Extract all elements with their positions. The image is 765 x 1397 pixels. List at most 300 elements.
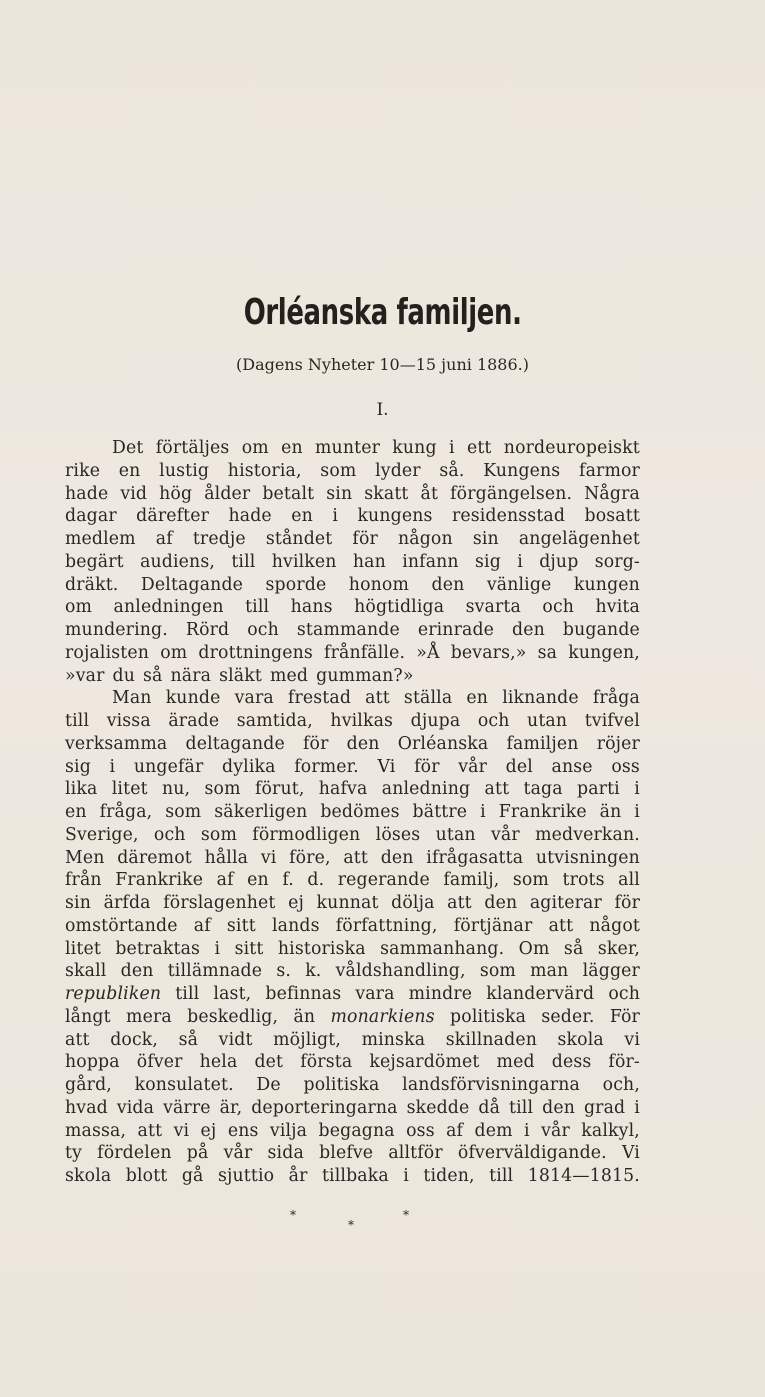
word: till [231,551,256,572]
word: drottningens [198,642,313,663]
word: den [484,893,518,913]
text-line [65,938,640,961]
word: Frankrike [498,802,587,822]
word: och [542,597,575,618]
word: erinrade [417,620,495,640]
word: Sverige, [65,824,139,845]
word: anledning [381,779,471,800]
word: med [269,665,309,686]
word: en [466,688,489,709]
word: familj, [443,870,500,891]
word: sjuttio [217,1166,275,1186]
word: som [165,802,202,822]
text-line [65,528,640,551]
word: gumman?» [316,665,414,686]
word: kungen [573,574,640,595]
word: så. [439,460,465,481]
section-separator [0,1208,765,1238]
source-citation: (Dagens Nyheter 10—15 juni 1886.) [236,355,529,374]
word: till [509,1097,534,1118]
word: så [178,1029,199,1050]
word: begärt [65,551,124,572]
section-number: I. [376,400,389,420]
word: år [288,1166,308,1186]
word: sa [537,642,558,663]
word: dem [474,1120,513,1141]
text-line [65,1120,640,1143]
word: lustig [159,460,210,481]
word: hade [65,483,109,504]
word: tvifvel [584,711,640,731]
word: djupa [410,711,461,731]
word: till [175,984,200,1004]
word: mundering. [65,620,168,640]
text-line [65,824,640,847]
word: om [160,642,188,663]
word: »var [65,665,105,686]
word: vår [541,1120,570,1141]
word: den [512,620,545,640]
word: vidt [218,1029,253,1050]
word: ty [65,1143,83,1164]
text-line [65,596,640,619]
word: tredje [192,529,246,549]
word: som [320,460,357,481]
word: däremot [117,847,192,868]
word: att [447,893,472,913]
word: i [480,802,486,822]
word: kungens [357,506,433,527]
word: betraktas [115,938,201,959]
word: samtida, [236,711,313,731]
word: förgängelsen. [450,483,573,504]
word: vid [120,483,148,504]
word: som [479,961,516,982]
word: blefve [319,1143,374,1164]
word: säkerligen [214,802,308,822]
word: sin [326,483,353,504]
word: att [137,1120,163,1141]
word: angelägenhet [518,529,640,549]
word: en [247,870,269,891]
document-title: Orléanska familjen. [243,292,522,333]
word: skedde [406,1097,470,1118]
word: något [589,915,640,936]
word: den [431,574,465,595]
word: dräkt. [65,574,119,595]
word: löses [375,824,421,845]
word: skall [65,961,107,982]
word: residensstad [451,506,566,527]
word: kalkyl, [581,1120,640,1141]
word: hoppa [65,1052,120,1073]
word: hög [159,483,193,504]
word: i [634,1097,640,1118]
word: till [489,1166,514,1186]
body-text [65,437,640,1188]
word: kunnat [316,893,379,913]
word: begagna [318,1120,395,1141]
text-line [65,551,640,574]
word: den [346,733,380,754]
word: Deltagande [140,574,244,595]
word: den [380,847,414,868]
word: författning, [335,915,438,936]
word: ärfda [103,893,151,913]
text-line [65,801,640,824]
word: ej [288,893,304,913]
word: så [563,938,584,959]
word: gård, [65,1075,112,1095]
word: och, [602,1075,640,1095]
word: gå [181,1166,204,1186]
word: och [477,711,510,731]
word: i [109,756,116,777]
word: hvilkas [330,711,394,731]
word: en [65,802,87,822]
text-line [65,756,640,779]
word: öfver [136,1052,183,1073]
word: för [303,733,329,754]
word: i [517,551,523,572]
word: ens [227,1120,259,1141]
text-line [65,710,640,733]
word: som [200,824,237,845]
word: fråga [592,688,640,709]
word: värre [163,1097,211,1118]
word: agiterar [529,893,602,913]
word: del [505,756,533,777]
word: vara [234,688,274,709]
separator-asterisk: * [290,1208,296,1222]
word: vissa [106,711,151,731]
word: i [214,938,221,959]
word: af [216,870,234,891]
word: nordeuropeiskt [503,438,640,458]
text-line [65,665,640,688]
word: liknande [502,688,579,709]
word: utvisningen [535,847,640,868]
word: Vi [621,1143,640,1164]
word: audiens, [140,551,216,572]
word: anledningen [113,597,224,618]
word: frånfälle. [324,642,406,663]
word: frestad [287,688,352,709]
word: i [524,1120,530,1141]
word: du [112,665,135,686]
word: långt [65,1006,111,1027]
word: Man [112,688,152,709]
word: sorg- [594,551,640,572]
word: hade [228,506,272,527]
word: medverkan. [535,824,640,845]
word: före, [289,847,331,868]
word: dess [551,1052,592,1073]
word: vår [458,756,488,777]
word: sitt [234,938,264,959]
word: För [609,1006,640,1027]
word: deporteringarna [251,1097,398,1118]
word: med [496,1052,535,1073]
word: bosatt [584,506,640,527]
word: ett [466,438,492,458]
word: litet [65,938,101,959]
word: former. [294,756,359,777]
text-line [65,983,640,1006]
word: 1814—1815. [527,1166,640,1186]
word: lyder [375,460,421,481]
word: massa, [65,1120,127,1141]
word: att [365,688,390,709]
word: Vi [377,756,396,777]
word: honom [348,574,410,595]
text-line [65,437,640,460]
word: Om [518,938,550,959]
word: sammanhang. [380,938,505,959]
word: vi [260,847,277,868]
text-line [65,915,640,938]
word: tillämnade [167,961,263,982]
word: någon [397,529,453,549]
word: tillbaka [321,1166,389,1186]
word: sida [267,1143,304,1164]
word: på [186,1143,209,1164]
word: af [155,529,173,549]
text-line [65,619,640,642]
word: ställa [403,688,453,709]
separator-asterisk: * [348,1218,354,1232]
word: bedömes [320,802,400,822]
word: för [614,893,640,913]
word: då [478,1097,501,1118]
word: ståndet [265,529,333,549]
word: befinnas [265,984,342,1004]
word: för [414,756,440,777]
word: historia, [227,460,302,481]
word: till [65,711,90,731]
word: han [352,551,386,572]
word: blott [125,1166,168,1186]
word: munter [315,438,380,458]
word: förtäljes [155,438,230,458]
word: från [65,870,102,891]
word: klandervärd [486,984,595,1004]
word: rike [65,460,101,481]
word: hvita [595,597,640,618]
word: sin [65,893,91,913]
word: stammande [296,620,400,640]
word: skatt [364,483,409,504]
word: lägger [582,961,640,982]
word: Frankrike [115,870,204,891]
word: dylika [222,756,276,777]
word: släkt [219,665,262,686]
word: grad [583,1097,626,1118]
word: f. [282,870,294,891]
word: alltför [388,1143,443,1164]
word: Rörd [185,620,230,640]
word: än [293,1006,316,1027]
word: ifrågasatta [426,847,524,868]
word: en [118,460,141,481]
text-line [65,483,640,506]
word: sporde [265,574,327,595]
word: än [599,802,622,822]
word: högtidliga [354,597,445,618]
text-line [65,847,640,870]
text-line [65,869,640,892]
text-line [65,778,640,801]
text-line [65,1006,640,1029]
text-line [65,892,640,915]
word: våldshandling, [335,961,466,982]
word: i [332,506,339,527]
word: vara [355,984,395,1004]
word: lands [271,915,320,936]
word: betalt [262,483,315,504]
text-line [65,1097,640,1120]
word: parti [577,779,620,800]
text-line [65,687,640,710]
word: vi [624,1029,640,1050]
word: hela [199,1052,238,1073]
word: konsulatet. [134,1075,234,1095]
word: lika [65,779,98,800]
word: och [247,620,279,640]
word: ungefär [133,756,204,777]
word: till [245,597,270,618]
word: ärade [168,711,220,731]
word: infann [402,551,459,572]
word: bättre [412,802,468,822]
word: förut, [254,779,305,800]
word: vi [173,1120,190,1141]
separator-asterisk: * [403,1208,409,1222]
text-line [65,1165,640,1188]
word: politiska [450,1006,527,1027]
text-line [65,1142,640,1165]
word: dock, [110,1029,159,1050]
word: af [446,1120,464,1141]
word: sin [472,529,499,549]
word: landsförvisningarna [402,1075,580,1095]
text-line [65,505,640,528]
word: för [352,529,378,549]
word: last, [213,984,252,1004]
word: fördelen [97,1143,172,1164]
word: litet [111,779,148,800]
text-line [65,574,640,597]
word: Några [584,483,640,504]
word: fråga, [99,802,153,822]
word: omstörtande [65,915,178,936]
word: en [281,438,303,458]
word: i [634,802,640,822]
word: tiden, [423,1166,475,1186]
word: kunde [165,688,221,709]
word: rojalisten [65,642,150,663]
word: i [634,779,640,800]
word: skola [557,1029,604,1050]
word: vår [223,1143,253,1164]
word: kungen, [568,642,640,663]
word: bugande [562,620,640,640]
word: sker, [597,938,640,959]
word: bevars,» [450,642,527,663]
word: oss [406,1120,435,1141]
word: ej [200,1120,217,1141]
word: af [193,915,211,936]
word: röjer [596,733,640,754]
word: vänlige [486,574,552,595]
word: Kungens [483,460,561,481]
word: all [618,870,640,891]
text-line [65,1051,640,1074]
word: som [204,779,241,800]
word: »Å [416,642,440,663]
text-line [65,460,640,483]
word: möjligt, [273,1029,342,1050]
text-line [65,960,640,983]
word: vår [491,824,520,845]
word: hvad [65,1097,108,1118]
word: republiken [65,984,162,1004]
word: om [65,597,93,618]
word: att [484,779,510,800]
word: därefter [136,506,210,527]
word: politiska [303,1075,380,1095]
word: är, [219,1097,243,1118]
word: seder. [541,1006,595,1027]
word: Det [112,438,144,458]
word: djup [539,551,579,572]
word: familjen [506,733,579,754]
text-line [65,642,640,665]
word: dagar [65,506,117,527]
word: De [256,1075,281,1095]
word: vida [116,1097,155,1118]
word: sig [475,551,501,572]
word: och [608,984,640,1004]
word: medlem [65,529,136,549]
text-line [65,733,640,756]
word: regerande [337,870,430,891]
word: första [300,1052,353,1073]
word: förslagenhet [163,893,276,913]
word: mindre [408,984,473,1004]
word: att [65,1029,90,1050]
word: Men [65,847,105,868]
word: sitt [226,915,256,936]
word: öfverväldigande. [457,1143,607,1164]
word: åt [420,483,439,504]
word: för- [608,1052,640,1073]
word: farmor [579,460,640,481]
word: trots [562,870,605,891]
word: förmodligen [252,824,361,845]
word: en [291,506,313,527]
word: i [403,1166,409,1186]
word: monarkiens [330,1006,435,1027]
word: hålla [204,847,249,868]
word: utan [435,824,476,845]
word: ålder [204,483,251,504]
word: mera [126,1006,172,1027]
word: förtjänar [453,915,533,936]
word: vilja [269,1120,308,1141]
word: hans [290,597,333,618]
word: deltagande [185,733,285,754]
